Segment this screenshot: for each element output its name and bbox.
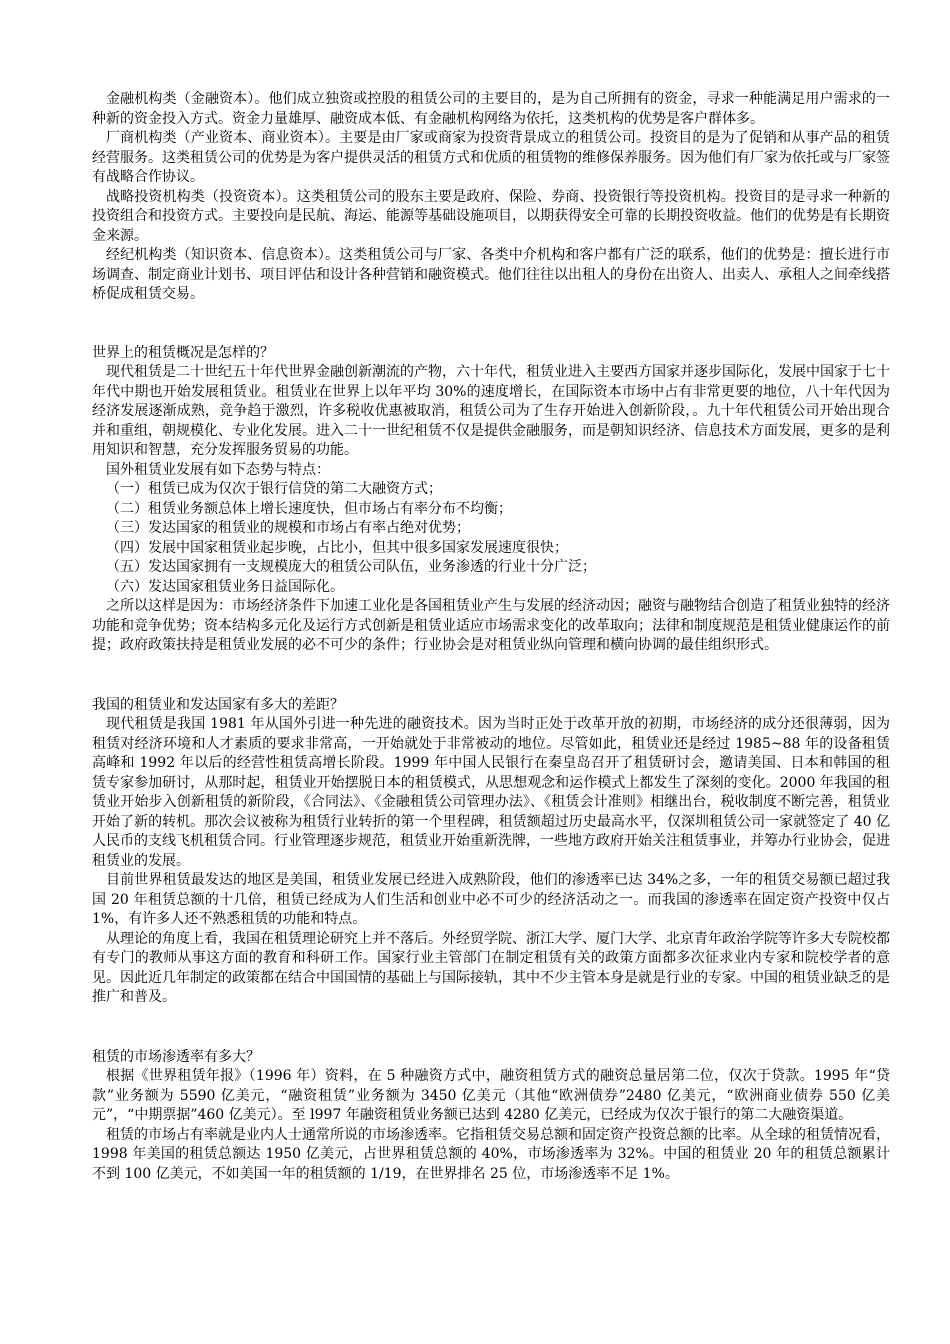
paragraph-us-comparison: 目前世界租赁最发达的地区是美国，租赁业发展已经进入成熟阶段，他们的渗透率已达 34%之多，一年的租赁交易额已超过我国 20 年租赁总额的十几倍，租赁已经成为人们生活和创业中必不可少的经济活动之一。而我国的渗透率在固定资产投资中仅占 1%，有许多人还不熟悉租赁的功能和特点。	[92, 872, 890, 927]
section-china-gap	[92, 696, 890, 1008]
paragraph-world-conclusion: 之所以这样是因为：市场经济条件下加速工业化是各国租赁业产生与发展的经济动因；融资与融物结合创造了租赁业独特的经济功能和竞争优势；资本结构多元化及运行方式创新是租赁业适应市场需求变化的改革取向；法律和制度规范是租赁业健康运作的前提；政府政策扶持是租赁业发展的必不可少的条件；行业协会是对租赁业纵向管理和横向协调的最佳组织形式。	[92, 598, 890, 653]
paragraph-theory-research: 从理论的角度上看，我国在租赁理论研究上并不落后。外经贸学院、浙江大学、厦门大学、北京青年政治学院等许多大专院校都有专门的教师从事这方面的教育和科研工作。国家行业主管部门在制定租赁有关的政策方面都多次征求业内专家和院校学者的意见。因此近几年制定的政策都在结合中国国情的基础上与国际接轨，其中不少主管本身是就是行业的专家。中国的租赁业缺乏的是推广和普及。	[92, 930, 890, 1005]
paragraph-china-history: 现代租赁是我国 1981 年从国外引进一种先进的融资技术。因为当时正处于改革开放的初期，市场经济的成分还很薄弱，因为租赁对经济环境和人才素质的要求非常高，一开始就处于非常被动的地位。尽管如此，租赁业还是经过 1985~88 年的设备租赁高峰和 1992 年以后的经营性租赁高增长阶段。1999 年中国人民银行在秦皇岛召开了租赁研讨会，邀请美国、日本和韩国的租赁专家参加研讨，从那时起，租赁业开始摆脱日本的租赁模式，从思想观念和运作模式上都发生了深刻的变化。2000 年我国的租赁业开始步入创新租赁的新阶段，《合同法》、《金融租赁公司管理办法》、《租赁会计准则》相继出台，税收制度不断完善，租赁业开始了新的转机。那次会议被称为租赁行业转折的第一个里程碑，租赁额超过历史最高水平，仅深圳租赁公司一家就签定了 40 亿人民币的支线飞机租赁合同。行业管理逐步规范，租赁业开始重新洗牌，一些地方政府开始关注租赁事业，并筹办行业协会，促进租赁业的发展。	[92, 716, 890, 869]
paragraph-manufacturer-institutions: 厂商机构类（产业资本、商业资本）。主要是由厂家或商家为投资背景成立的租赁公司。投资目的是为了促销和从事产品的租赁经营服务。这类租赁公司的优势是为客户提供灵活的租赁方式和优质的租赁物的维修保养服务。因为他们有厂家为依托或与厂家签有战略合作协议。	[92, 130, 890, 185]
section-heading: 租赁的市场渗透率有多大？	[92, 1048, 260, 1065]
paragraph-strategic-investment: 战略投资机构类（投资资本）。这类租赁公司的股东主要是政府、保险、券商、投资银行等投资机构。投资目的是寻求一种新的投资组合和投资方式。主要投向是民航、海运、能源等基础设施项目，以期获得安全可靠的长期投资收益。他们的优势是有长期资金来源。	[92, 188, 890, 244]
list-item: （五）发达国家拥有一支规模庞大的租赁公司队伍，业务渗透的行业十分广泛；	[106, 559, 596, 575]
paragraph-world-intro: 现代租赁是二十世纪五十年代世界金融创新潮流的产物，六十年代，租赁业进入主要西方国家并逐步国际化，发展中国家于七十年代中期也开始发展租赁业。租赁业在世界上以年平均 30%的速度增长，在国际资本市场中占有非常更要的地位，八十年代因为经济发展逐渐成熟，竞争趋于激烈，许多税收优惠被取消，租赁公司为了生存开始进入创新阶段，。九十年代租赁公司开始出现合并和重组，朝规模化、专业化发展。进入二十一世纪租赁不仅是提供金融服务，而是朝知识经济、信息技术方面发展，更多的是利用知识和智慧，充分发挥服务贸易的功能。	[92, 364, 890, 458]
section-heading: 世界上的租赁概况是怎样的？	[92, 344, 274, 361]
list-item: （三）发达国家的租赁业的规模和市场占有率占绝对优势；	[106, 520, 470, 536]
section-world-leasing	[92, 344, 890, 656]
section-market-penetration	[92, 1048, 890, 1185]
paragraph-financial-institutions: 金融机构类（金融资本）。他们成立独资或控股的租赁公司的主要目的，是为自己所拥有的资金，寻求一种能满足用户需求的一种新的资金投入方式。资金力量雄厚、融资成本低、有金融机构网络为依托，这类机构的优势是客户群体多。	[92, 91, 890, 127]
spacer	[92, 305, 890, 344]
list-item: （一）租赁已成为仅次于银行信贷的第二大融资方式；	[106, 481, 442, 497]
list-item: （四）发展中国家租赁业起步晚，占比小，但其中很多国家发展速度很快；	[106, 539, 568, 556]
paragraph-brokerage-institutions: 经纪机构类（知识资本、信息资本）。这类租赁公司与厂家、各类中介机构和客户都有广泛的联系，他们的优势是：擅长进行市场调查、制定商业计划书、项目评估和设计各种营销和融资模式。他们往往以出租人的身份在出资人、出卖人、承租人之间牵线搭桥促成租赁交易。	[92, 247, 890, 302]
section-heading: 我国的租赁业和发达国家有多大的差距？	[92, 696, 344, 713]
paragraph-trend-lead: 国外租赁业发展有如下态势与特点：	[106, 461, 330, 478]
list-item: （二）租赁业务额总体上增长速度快，但市场占有率分布不均衡；	[106, 500, 512, 517]
list-item: （六）发达国家租赁业务日益国际化。	[106, 578, 344, 595]
section-institution-types	[92, 90, 890, 305]
spacer	[92, 1008, 890, 1048]
spacer	[92, 656, 890, 696]
paragraph-leasing-yearbook: 根据《世界租赁年报》（1996 年）资料，在 5 种融资方式中，融资租赁方式的融资总量居第二位，仅次于贷款。1995 年“贷款”业务额为 5590 亿美元，“融资租赁”业务额为 3450 亿美元（其他“欧洲债券”2480 亿美元，“欧洲商业债券 550 亿美元”，“中期票据”460 亿美元）。至 l997 年融资租赁业务额已达到 4280 亿美元，已经成为仅次于银行的第二大融资渠道。	[92, 1068, 890, 1123]
paragraph-penetration-rate: 租赁的市场占有率就是业内人士通常所说的市场渗透率。它指租赁交易总额和固定资产投资总额的比率。从全球的租赁情况看，1998 年美国的租赁总额达 1950 亿美元，占世界租赁总额的 40%，市场渗透率为 32%。中国的租赁业 20 年的租赁总额累计不到 100 亿美元，不如美国一年的租赁额的 1/19，在世界排名 25 位，市场渗透率不足 1%。	[92, 1126, 890, 1182]
